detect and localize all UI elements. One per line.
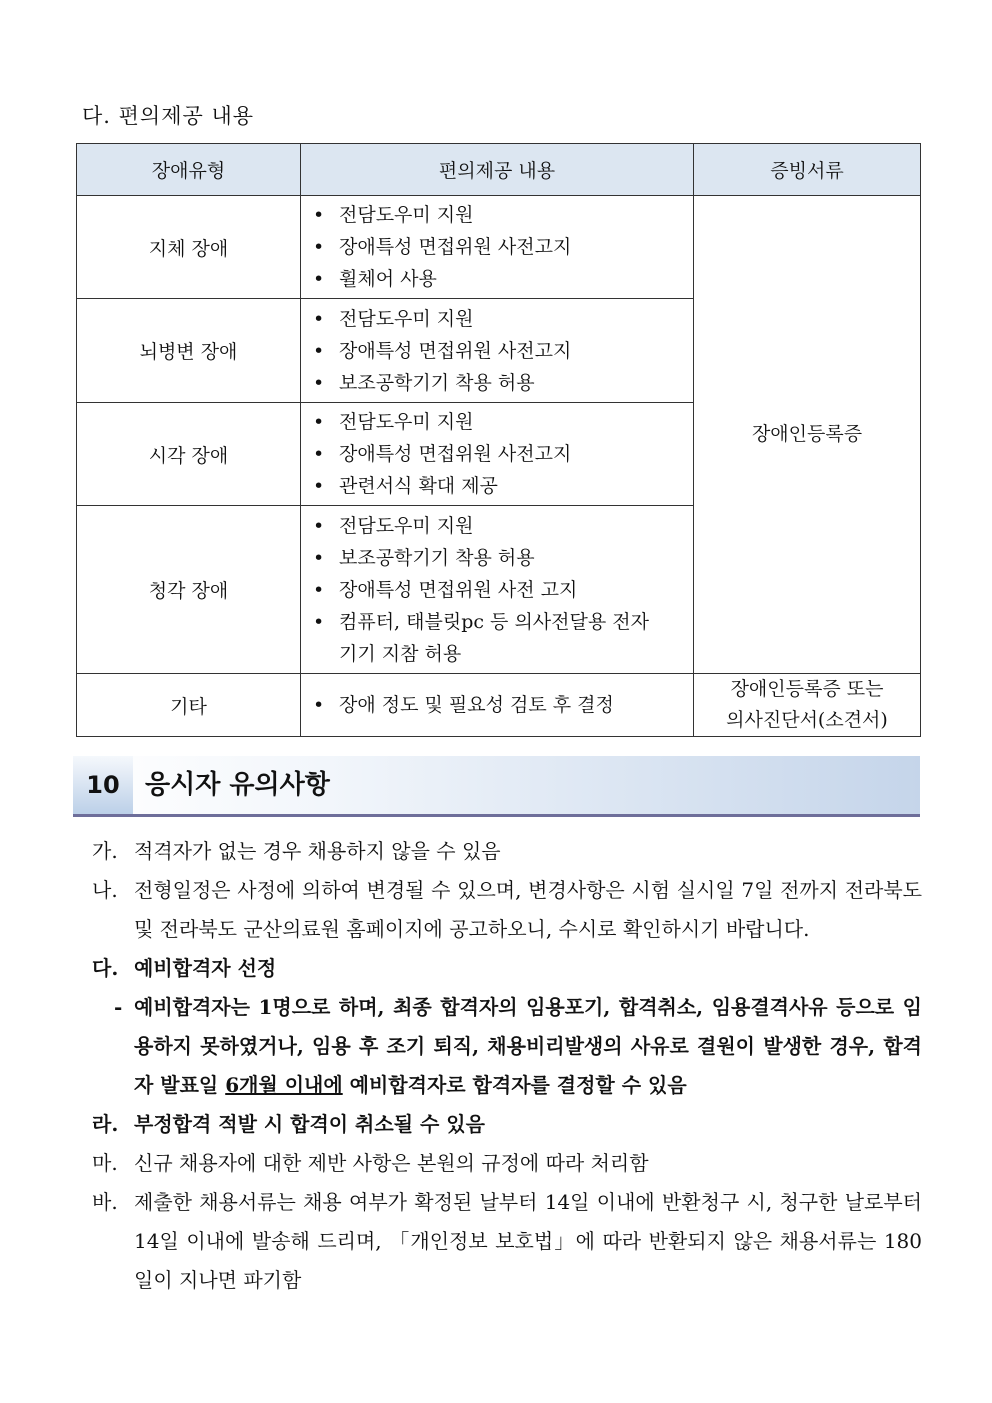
note-label: 나. — [92, 878, 118, 902]
list-item: • 보조공학기기 착용 허용 — [313, 367, 693, 399]
document-line: 장애인등록증 또는 — [730, 678, 884, 700]
subheading-convenience: 다. 편의제공 내용 — [82, 104, 255, 128]
table-header-row — [77, 144, 921, 196]
note-na — [92, 871, 922, 949]
note-ba — [92, 1183, 922, 1300]
section-number: 10 — [73, 756, 133, 814]
disability-type-cell: 청각 장애 — [77, 506, 301, 674]
section-header — [73, 756, 920, 817]
list-item: • 전담도우미 지원 — [313, 303, 693, 335]
note-label: 마. — [92, 1151, 118, 1175]
list-item: • 보조공학기기 착용 허용 — [313, 542, 693, 574]
note-text: 제출한 채용서류는 채용 여부가 확정된 날부터 14일 이내에 반환청구 시, 청구한 날로부터 14일 이내에 발송해 드리며, 「개인정보 보호법」에 따라 반환되지 않은 채용서류는 180일이 지나면 파기함 — [134, 1190, 923, 1292]
section-title: 응시자 유의사항 — [145, 770, 330, 800]
convenience-table — [76, 143, 921, 737]
dash-marker: - — [114, 995, 123, 1019]
table-row — [77, 674, 921, 737]
convenience-cell — [301, 506, 694, 674]
list-item: • 장애특성 면접위원 사전고지 — [313, 231, 693, 263]
list-item: • 장애특성 면접위원 사전 고지 — [313, 574, 693, 606]
note-da-detail — [92, 988, 922, 1105]
note-label: 바. — [92, 1190, 118, 1214]
convenience-cell — [301, 196, 694, 299]
header-documents: 증빙서류 — [694, 144, 921, 196]
note-label: 다. — [92, 956, 119, 980]
convenience-cell — [301, 299, 694, 403]
note-ra — [92, 1105, 922, 1144]
note-text: 신규 채용자에 대한 제반 사항은 본원의 규정에 따라 처리함 — [134, 1151, 649, 1175]
list-item: • 전담도우미 지원 — [313, 406, 693, 438]
list-item: • 전담도우미 지원 — [313, 199, 693, 231]
convenience-cell — [301, 403, 694, 506]
notes-list — [92, 832, 922, 1300]
header-convenience: 편의제공 내용 — [301, 144, 694, 196]
list-item: • 장애특성 면접위원 사전고지 — [313, 438, 693, 470]
disability-type-cell: 기타 — [77, 674, 301, 737]
disability-type-cell: 시각 장애 — [77, 403, 301, 506]
disability-type-cell: 지체 장애 — [77, 196, 301, 299]
list-item: • 장애 정도 및 필요성 검토 후 결정 — [313, 689, 693, 721]
list-item: • 장애특성 면접위원 사전고지 — [313, 335, 693, 367]
note-text: 예비합격자 선정 — [134, 956, 277, 980]
document-cell — [694, 674, 921, 737]
convenience-cell — [301, 674, 694, 737]
note-text: 부정합격 적발 시 합격이 취소될 수 있음 — [134, 1112, 485, 1136]
list-item: • 관련서식 확대 제공 — [313, 470, 693, 502]
list-item: • 컴퓨터, 태블릿pc 등 의사전달용 전자기기 지참 허용 — [313, 606, 693, 670]
shared-document-cell: 장애인등록증 — [694, 196, 921, 674]
note-text: 전형일정은 사정에 의하여 변경될 수 있으며, 변경사항은 시험 실시일 7일 전까지 전라북도 및 전라북도 군산의료원 홈페이지에 공고하오니, 수시로 확인하시기 바랍니다. — [134, 878, 922, 941]
header-disability-type: 장애유형 — [77, 144, 301, 196]
document-line: 의사진단서(소견서) — [726, 709, 888, 731]
note-text — [134, 988, 922, 1105]
list-item: • 전담도우미 지원 — [313, 510, 693, 542]
list-item: • 휠체어 사용 — [313, 263, 693, 295]
note-ma — [92, 1144, 922, 1183]
note-text-part: 예비합격자로 합격자를 결정할 수 있음 — [342, 1073, 687, 1097]
note-label: 라. — [92, 1112, 119, 1136]
note-da — [92, 949, 922, 988]
disability-type-cell: 뇌병변 장애 — [77, 299, 301, 403]
table-row — [77, 196, 921, 299]
note-label: 가. — [92, 839, 118, 863]
note-text: 적격자가 없는 경우 채용하지 않을 수 있음 — [134, 839, 501, 863]
underlined-period: 6개월 이내에 — [225, 1073, 343, 1097]
note-ga — [92, 832, 922, 871]
note-text-part: 예비합격자는 1명으로 하며, 최종 합격자의 임용포기, 합격취소, 임용결격사유 등으로 임용하지 못하였거나, 임용 후 조기 퇴직, 채용비리발생의 사유로 결원이 발생한 경우, 합격자 발표일 — [134, 995, 922, 1097]
